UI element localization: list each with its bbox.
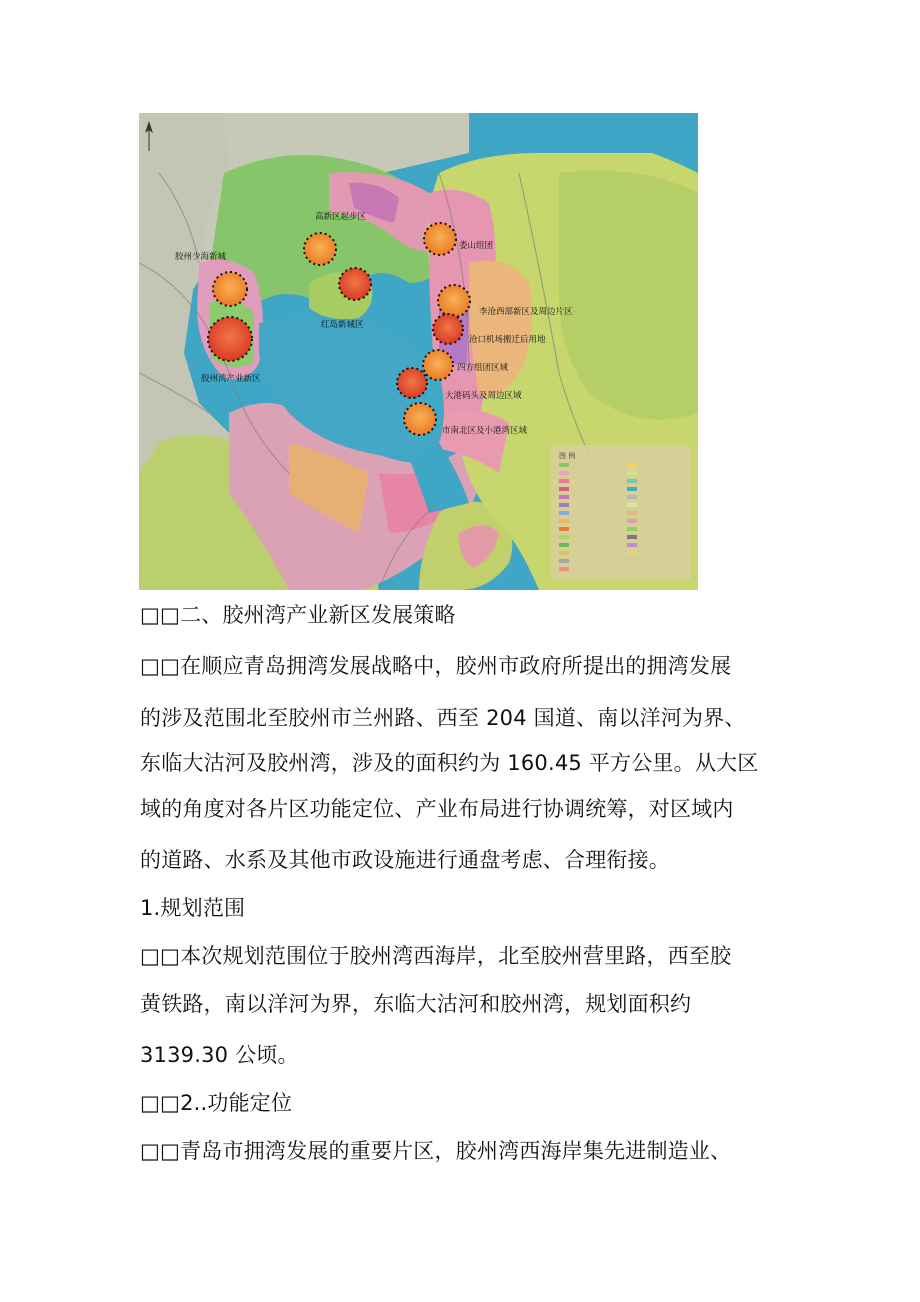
paragraph-line: 域的角度对各片区功能定位、产业布局进行协调统筹，对区域内 xyxy=(140,797,734,821)
district-circle-dagang xyxy=(397,368,427,398)
legend-title: 图 例 xyxy=(559,452,576,460)
paragraph-line: 东临大沽河及胶州湾，涉及的面积约为 160.45 平方公里。从大区 xyxy=(140,751,759,775)
map-label: 四方组团区域 xyxy=(457,363,509,373)
district-circle-shaohai xyxy=(213,272,247,306)
paragraph-line: 黄铁路，南以洋河为界，东临大沽河和胶州湾，规划面积约 xyxy=(140,992,692,1016)
map-label: 市南北区及小港湾区域 xyxy=(442,426,528,436)
map-label: 红岛新城区 xyxy=(321,320,364,330)
paragraph-line: □□本次规划范围位于胶州湾西海岸，北至胶州营里路，西至胶 xyxy=(140,944,732,968)
district-circle-hongdao xyxy=(339,268,371,300)
section-heading: □□二、胶州湾产业新区发展策略 xyxy=(140,603,456,627)
legend xyxy=(551,445,691,580)
district-circle-loushan xyxy=(424,223,456,255)
planning-map xyxy=(139,113,698,590)
map-label: 沧口机场搬迁后用地 xyxy=(469,335,546,345)
subsection-heading: □□2..功能定位 xyxy=(140,1091,293,1115)
paragraph-line: 的涉及范围北至胶州市兰州路、西至 204 国道、南以洋河为界、 xyxy=(140,706,746,730)
district-circle-sifang xyxy=(423,350,453,380)
district-circle-cangkou xyxy=(433,314,463,344)
paragraph-line: □□在顺应青岛拥湾发展战略中，胶州市政府所提出的拥湾发展 xyxy=(140,654,732,678)
map-label: 胶州湾产业新区 xyxy=(201,374,261,384)
paragraph-line: 3139.30 公顷。 xyxy=(140,1043,299,1067)
map-label: 高新区起步区 xyxy=(315,212,367,222)
map-label: 李沧西部新区及周边片区 xyxy=(479,307,573,317)
paragraph-line: 的道路、水系及其他市政设施进行通盘考虑、合理衔接。 xyxy=(140,848,670,872)
subsection-heading: 1.规划范围 xyxy=(140,896,246,920)
paragraph-line: □□青岛市拥湾发展的重要片区，胶州湾西海岸集先进制造业、 xyxy=(140,1139,732,1163)
map-label: 大港码头及周边区域 xyxy=(445,391,522,401)
district-circle-licang xyxy=(438,285,470,317)
district-circle-gaoxin xyxy=(304,233,336,265)
district-circle-shinan xyxy=(404,403,436,435)
district-circle-jiaozhou-industry xyxy=(208,317,252,361)
map-label: 胶州少海新城 xyxy=(175,252,227,262)
map-label: 娄山组团 xyxy=(459,241,494,251)
